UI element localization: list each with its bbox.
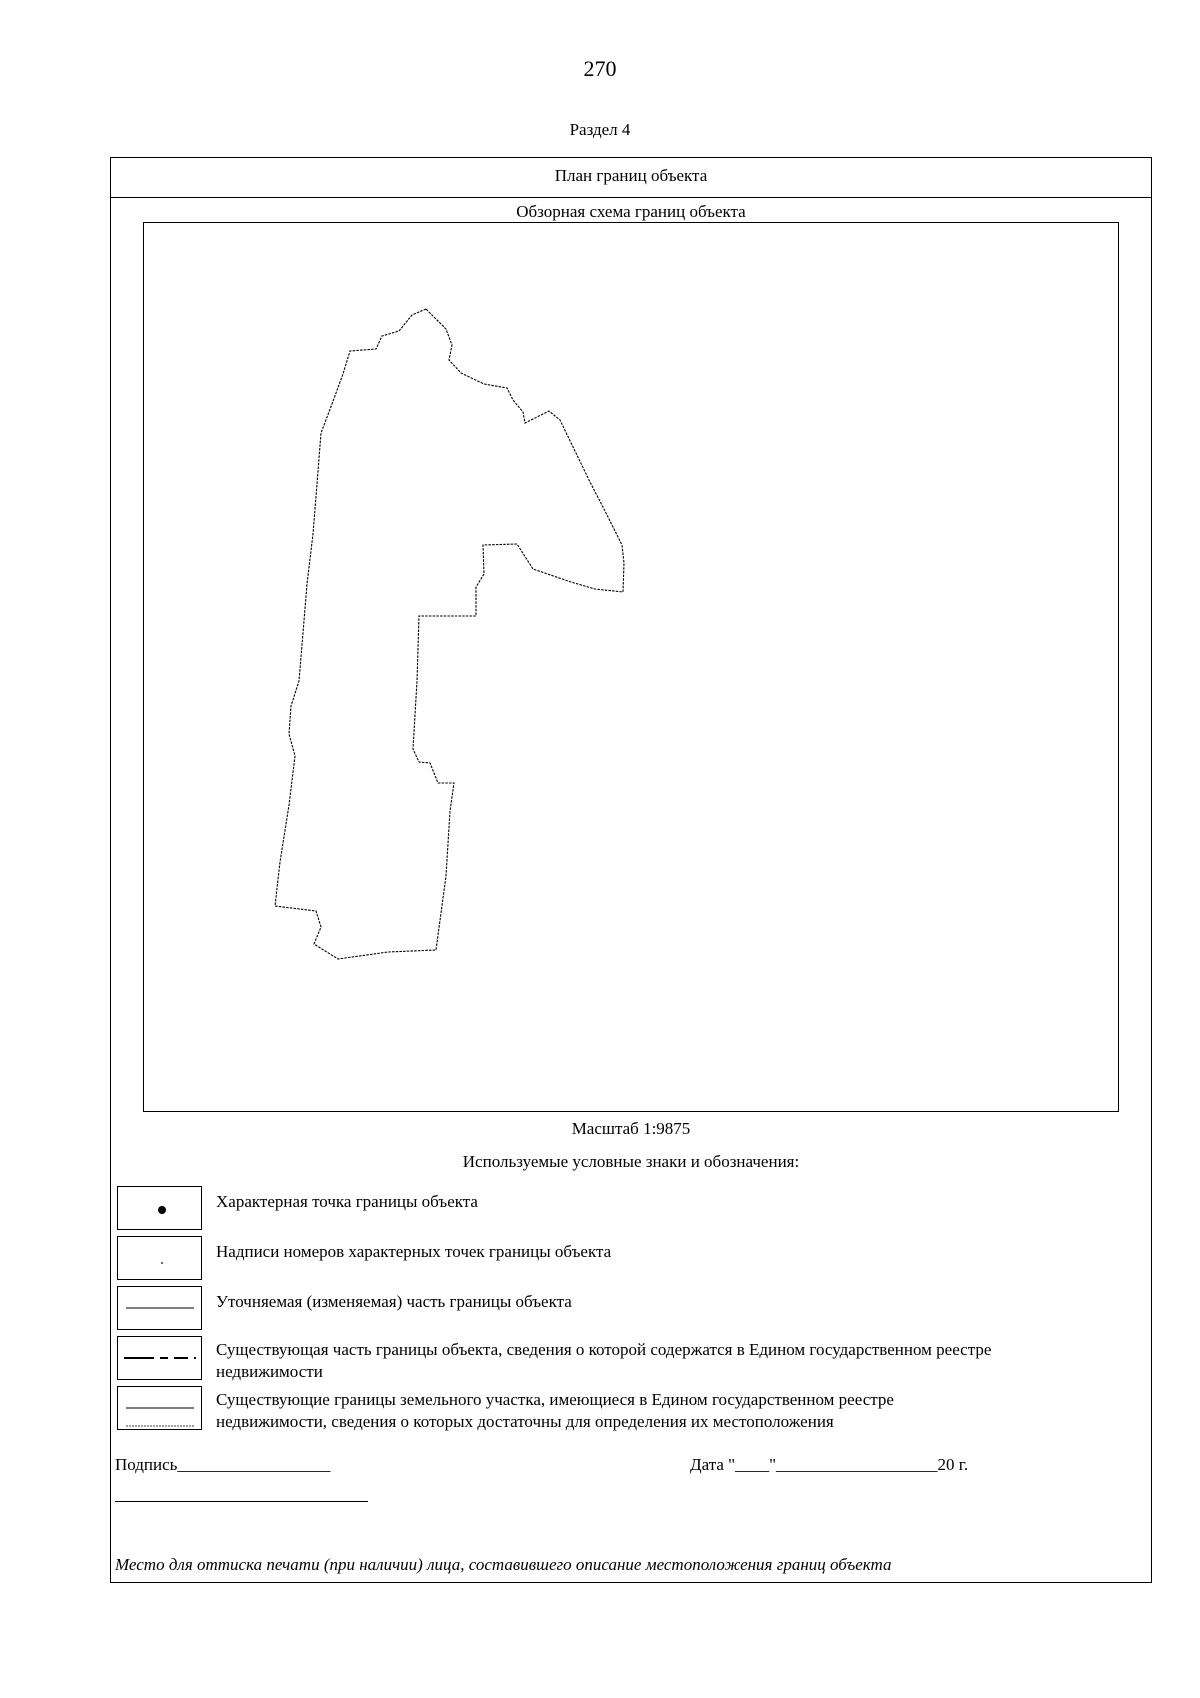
signature-field: Подпись__________________ <box>115 1455 331 1474</box>
dash-dot-line-icon <box>118 1337 201 1379</box>
legend-text-4-line1: Существующая часть границы объекта, сведения о которой содержатся в Едином государственном реестре <box>216 1340 992 1359</box>
legend-symbol-solid-line <box>117 1286 202 1330</box>
legend-symbol-double-line <box>117 1386 202 1430</box>
object-boundary-outline <box>275 309 624 959</box>
date-field: Дата "____"___________________20 г. <box>690 1455 969 1474</box>
scheme-title: Обзорная схема границ объекта <box>516 202 746 221</box>
legend-text-5-line2: недвижимости, сведения о которых достаточны для определения их местоположения <box>216 1412 834 1431</box>
legend-text-3: Уточняемая (изменяемая) часть границы объекта <box>216 1292 572 1311</box>
legend-text-5 <box>216 1389 1151 1433</box>
double-line-icon <box>118 1387 201 1429</box>
small-dot-icon <box>118 1237 201 1279</box>
legend-symbol-dash-dot-line <box>117 1336 202 1380</box>
legend-symbol-dot <box>117 1186 202 1230</box>
plan-title: План границ объекта <box>554 166 708 185</box>
legend-text-4-line2: недвижимости <box>216 1362 323 1381</box>
legend-title: Используемые условные знаки и обозначения: <box>462 1152 800 1171</box>
boundary-map-svg <box>144 223 1118 1111</box>
page-number: 270 <box>583 56 617 81</box>
title-divider <box>110 197 1152 198</box>
legend-text-4 <box>216 1339 1151 1383</box>
overview-map <box>143 222 1119 1112</box>
legend-text-2: Надписи номеров характерных точек границы объекта <box>216 1242 612 1261</box>
legend-text-1: Характерная точка границы объекта <box>216 1192 478 1211</box>
signature-underline <box>115 1501 368 1502</box>
stamp-place-note: Место для оттиска печати (при наличии) лица, составившего описание местоположения границ объекта <box>115 1555 892 1574</box>
scale-label: Масштаб 1:9875 <box>571 1119 691 1138</box>
dot-icon <box>118 1187 201 1229</box>
legend-text-5-line1: Существующие границы земельного участка, имеющиеся в Едином государственном реестре <box>216 1390 894 1409</box>
section-label: Раздел 4 <box>569 120 631 139</box>
legend-symbol-small-dot <box>117 1236 202 1280</box>
solid-line-icon <box>118 1287 201 1329</box>
